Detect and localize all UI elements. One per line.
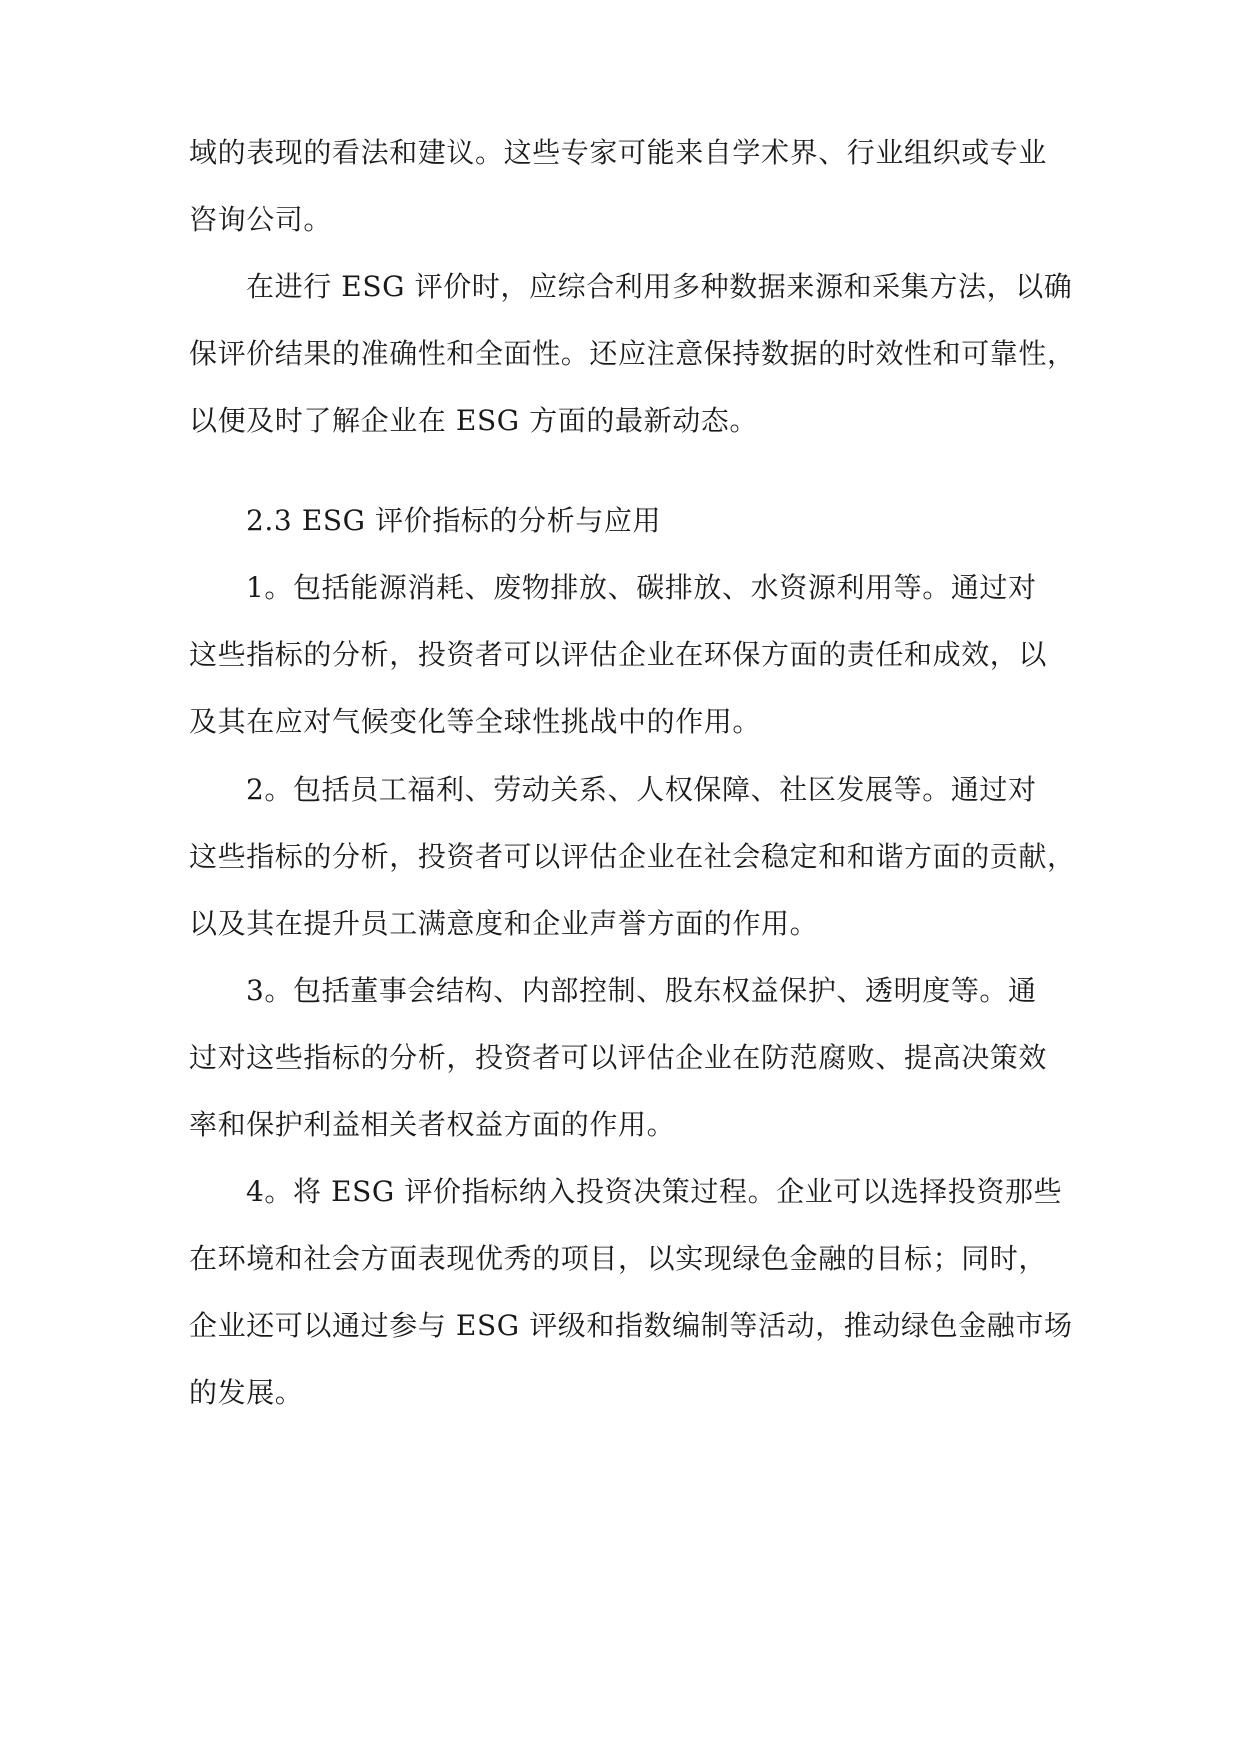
list-item-line: 及其在应对气候变化等全球性挑战中的作用。 <box>189 705 762 738</box>
list-item-line: 这些指标的分析，投资者可以评估企业在环保方面的责任和成效，以 <box>189 638 1048 671</box>
list-item-line: 这些指标的分析，投资者可以评估企业在社会稳定和和谐方面的贡献， <box>189 840 1076 873</box>
paragraph-line: 以便及时了解企业在 ESG 方面的最新动态。 <box>189 404 758 437</box>
list-item-line: 3。包括董事会结构、内部控制、股东权益保护、透明度等。通 <box>246 974 1037 1007</box>
list-item-line: 1。包括能源消耗、废物排放、碳排放、水资源利用等。通过对 <box>246 571 1037 604</box>
list-item-line: 企业还可以通过参与 ESG 评级和指数编制等活动，推动绿色金融市场 <box>189 1309 1073 1342</box>
list-item-line: 2。包括员工福利、劳动关系、人权保障、社区发展等。通过对 <box>246 773 1037 806</box>
section-heading: 2.3 ESG 评价指标的分析与应用 <box>246 504 662 537</box>
paragraph-line: 域的表现的看法和建议。这些专家可能来自学术界、行业组织或专业 <box>189 136 1048 169</box>
list-item-line: 以及其在提升员工满意度和企业声誉方面的作用。 <box>189 907 819 940</box>
list-item-line: 率和保护利益相关者权益方面的作用。 <box>189 1108 676 1141</box>
list-item-line: 在环境和社会方面表现优秀的项目，以实现绿色金融的目标；同时， <box>189 1242 1048 1275</box>
list-item-line: 过对这些指标的分析，投资者可以评估企业在防范腐败、提高决策效 <box>189 1041 1048 1074</box>
paragraph-line: 保评价结果的准确性和全面性。还应注意保持数据的时效性和可靠性， <box>189 337 1076 370</box>
paragraph-line: 在进行 ESG 评价时，应综合利用多种数据来源和采集方法，以确 <box>246 270 1073 303</box>
paragraph-line: 咨询公司。 <box>189 203 333 236</box>
list-item-line: 4。将 ESG 评价指标纳入投资决策过程。企业可以选择投资那些 <box>246 1175 1063 1208</box>
list-item-line: 的发展。 <box>189 1376 304 1409</box>
